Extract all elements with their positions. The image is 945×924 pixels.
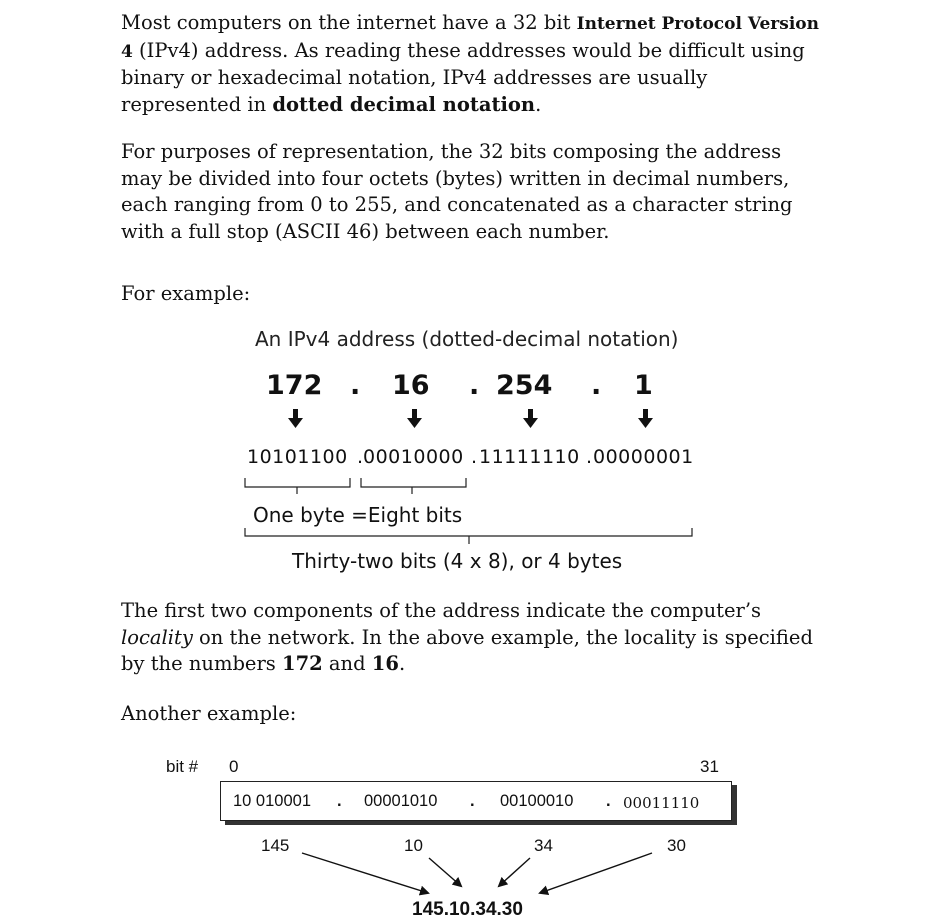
segment-dot-3: . <box>606 792 611 810</box>
decimal-value-2: 10 <box>404 836 423 855</box>
octet-dot-2: . <box>469 370 480 401</box>
binary-octet-3: 11111110 <box>479 446 580 468</box>
arrow-icon <box>499 858 530 886</box>
binary-separator-2: . <box>471 446 478 468</box>
dotted-decimal-term: dotted decimal notation <box>272 92 536 116</box>
locality-text-1: The first two components of the address indicate the computer’s <box>121 599 762 622</box>
locality-end: . <box>398 652 406 675</box>
binary-separator-1: . <box>357 446 364 468</box>
bit-end-label: 31 <box>700 757 719 776</box>
byte-label: One byte =Eight bits <box>253 503 463 527</box>
binary-octet-1: 10101100 <box>247 446 348 468</box>
dotted-decimal-result: 145.10.34.30 <box>412 899 523 920</box>
arrow-icon <box>302 853 428 893</box>
thirty-two-bits-label: Thirty-two bits (4 x 8), or 4 bytes <box>292 549 623 573</box>
locality-number-1: 172 <box>282 652 323 675</box>
intro-end: . <box>535 92 542 116</box>
representation-paragraph: For purposes of representation, the 32 bits composing the address may be divided into four octets (bytes) written in decimal numbers, each ranging from 0 to 255, and concatenated as a character string with a full stop (ASCII 46) between each number. <box>121 140 793 243</box>
segment-dot-2: . <box>470 792 475 810</box>
octet-1: 172 <box>266 370 323 401</box>
locality-text-3: and <box>322 652 372 675</box>
octet-3: 254 <box>496 370 553 401</box>
bit-number-label: bit # <box>166 757 199 776</box>
bit-segment-4: 00011110 <box>623 794 700 812</box>
bit-segment-3: 00100010 <box>500 792 574 810</box>
bit-segment-2: 00001010 <box>364 792 438 810</box>
another-example-label: Another example: <box>121 702 297 725</box>
octet-dot-1: . <box>350 370 361 401</box>
locality-term: locality <box>121 625 193 649</box>
locality-number-2: 16 <box>371 652 399 675</box>
segment-dot-1: . <box>337 792 342 810</box>
binary-octet-4: 00000001 <box>593 446 694 468</box>
ipv4-term: Internet Protocol Version 4 <box>121 14 819 62</box>
octet-2: 16 <box>392 370 430 401</box>
bit-segment-1: 10 010001 <box>233 792 311 810</box>
for-example-label: For example: <box>121 282 251 305</box>
decimal-value-4: 30 <box>667 836 686 855</box>
octet-4: 1 <box>634 370 653 401</box>
decimal-value-3: 34 <box>534 836 553 855</box>
decimal-value-1: 145 <box>261 836 290 855</box>
binary-octet-2: 00010000 <box>363 446 464 468</box>
octet-dot-3: . <box>591 370 602 401</box>
locality-text-2: on the network. In the above example, the locality is specified by the numbers <box>121 625 813 675</box>
figure-caption: An IPv4 address (dotted-decimal notation) <box>255 327 679 351</box>
bit-start-label: 0 <box>229 757 239 776</box>
intro-middle-text: (IPv4) address. As reading these addresses would be difficult using binary or hexadecimal notation, IPv4 addresses are usually represented in <box>121 38 805 116</box>
binary-separator-3: . <box>586 446 593 468</box>
intro-text: Most computers on the internet have a 32 bit <box>121 11 577 34</box>
arrow-icon <box>540 853 652 893</box>
arrow-icon <box>429 858 461 886</box>
